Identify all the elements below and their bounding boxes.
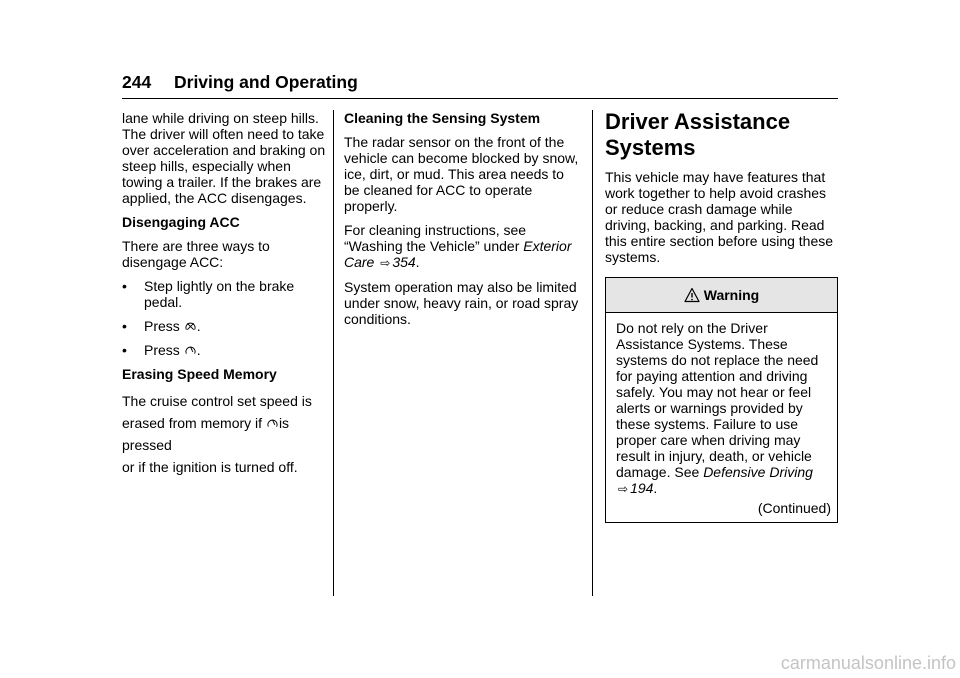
sentence-end: .	[653, 480, 658, 496]
bullet-text: Step lightly on the brake pedal.	[144, 278, 295, 310]
bullet-text	[144, 342, 328, 358]
watermark: carmanualsonline.info	[780, 653, 956, 673]
assistance-intro: This vehicle may have features that work together to help avoid crashes or reduce crash damage while driving, backing, and parking. Read this entire section before using these systems.	[605, 169, 834, 265]
column-divider-2	[592, 110, 593, 596]
erase-text-before: erased from memory if	[122, 415, 263, 431]
continued-note: (Continued)	[757, 500, 831, 516]
warning-box	[605, 277, 838, 523]
section-heading-line: Driver Assistance	[605, 109, 791, 134]
warning-text	[616, 320, 831, 497]
cruise-cancel-icon	[185, 321, 196, 332]
warning-header	[606, 278, 837, 313]
warning-body	[606, 313, 837, 522]
hills-paragraph: lane while driving on steep hills. The driver will often need to take over acceleration and braking on steep hills, especially when towing a trailer. If the brakes are applied, the ACC disengages.	[122, 110, 326, 206]
bullet-item	[122, 318, 328, 334]
bullet-item	[122, 278, 328, 310]
erase-text-after: is pressed	[122, 415, 290, 453]
warning-triangle-icon	[684, 287, 700, 303]
bullet-text	[144, 318, 328, 334]
cross-ref-title[interactable]: Defensive	[703, 464, 766, 480]
erase-heading: Erasing Speed Memory	[122, 366, 277, 382]
page-ref-arrow-icon: ⇨	[380, 256, 391, 270]
erase-line: The cruise control set speed is	[122, 393, 312, 409]
cross-ref-title[interactable]: Exterior Care	[344, 238, 572, 270]
press-label: Press	[144, 342, 180, 358]
erase-line: or if the ignition is turned off.	[122, 459, 298, 475]
limits-paragraph: System operation may also be limited under snow, heavy rain, or road spray conditions.	[344, 279, 579, 327]
erase-line	[122, 412, 328, 456]
sentence-end: .	[415, 254, 420, 270]
column-1	[122, 110, 328, 478]
bullet-period: .	[196, 318, 201, 334]
bullet-item	[122, 342, 328, 358]
cleaning-heading: Cleaning the Sensing System	[344, 110, 541, 126]
section-title: Driving and Operating	[174, 72, 358, 92]
cross-ref-page[interactable]: 194	[630, 480, 654, 496]
press-label: Press	[144, 318, 180, 334]
column-divider-1	[333, 110, 334, 596]
section-heading	[605, 109, 840, 161]
warning-main-text: Do not rely on the Driver Assistance Systems. These systems do not replace the need for paying attention and driving safely. You may not hear or feel alerts or warnings provided by these systems. Failure to use proper care when driving may result in injury, death, or vehicle damage. See	[616, 320, 819, 480]
page-number: 244	[122, 72, 152, 92]
instructions-paragraph	[344, 222, 580, 271]
cruise-onoff-icon	[267, 418, 278, 429]
bullet-mark: •	[122, 342, 127, 358]
column-2	[344, 110, 580, 327]
cruise-onoff-icon	[185, 345, 196, 356]
page-ref-arrow-icon: ⇨	[618, 482, 629, 496]
cross-ref-page[interactable]: 354	[392, 254, 416, 270]
disengage-intro: There are three ways to disengage ACC:	[122, 238, 270, 270]
section-heading-line: Systems	[605, 135, 696, 160]
bullet-period: .	[196, 342, 201, 358]
page-header	[122, 72, 838, 99]
bullet-mark: •	[122, 318, 127, 334]
cross-ref-title[interactable]: Driving	[769, 464, 813, 480]
warning-label: Warning	[703, 287, 760, 303]
instructions-text: For cleaning instructions, see “Washing the Vehicle” under	[344, 222, 527, 254]
bullet-mark: •	[122, 278, 127, 294]
erase-paragraph	[122, 390, 328, 478]
cleaning-paragraph: The radar sensor on the front of the vehicle can become blocked by snow, ice, dirt, or mud. This area needs to be cleaned for ACC to operate properly.	[344, 134, 579, 214]
column-3	[605, 110, 840, 523]
disengage-heading: Disengaging ACC	[122, 214, 240, 230]
